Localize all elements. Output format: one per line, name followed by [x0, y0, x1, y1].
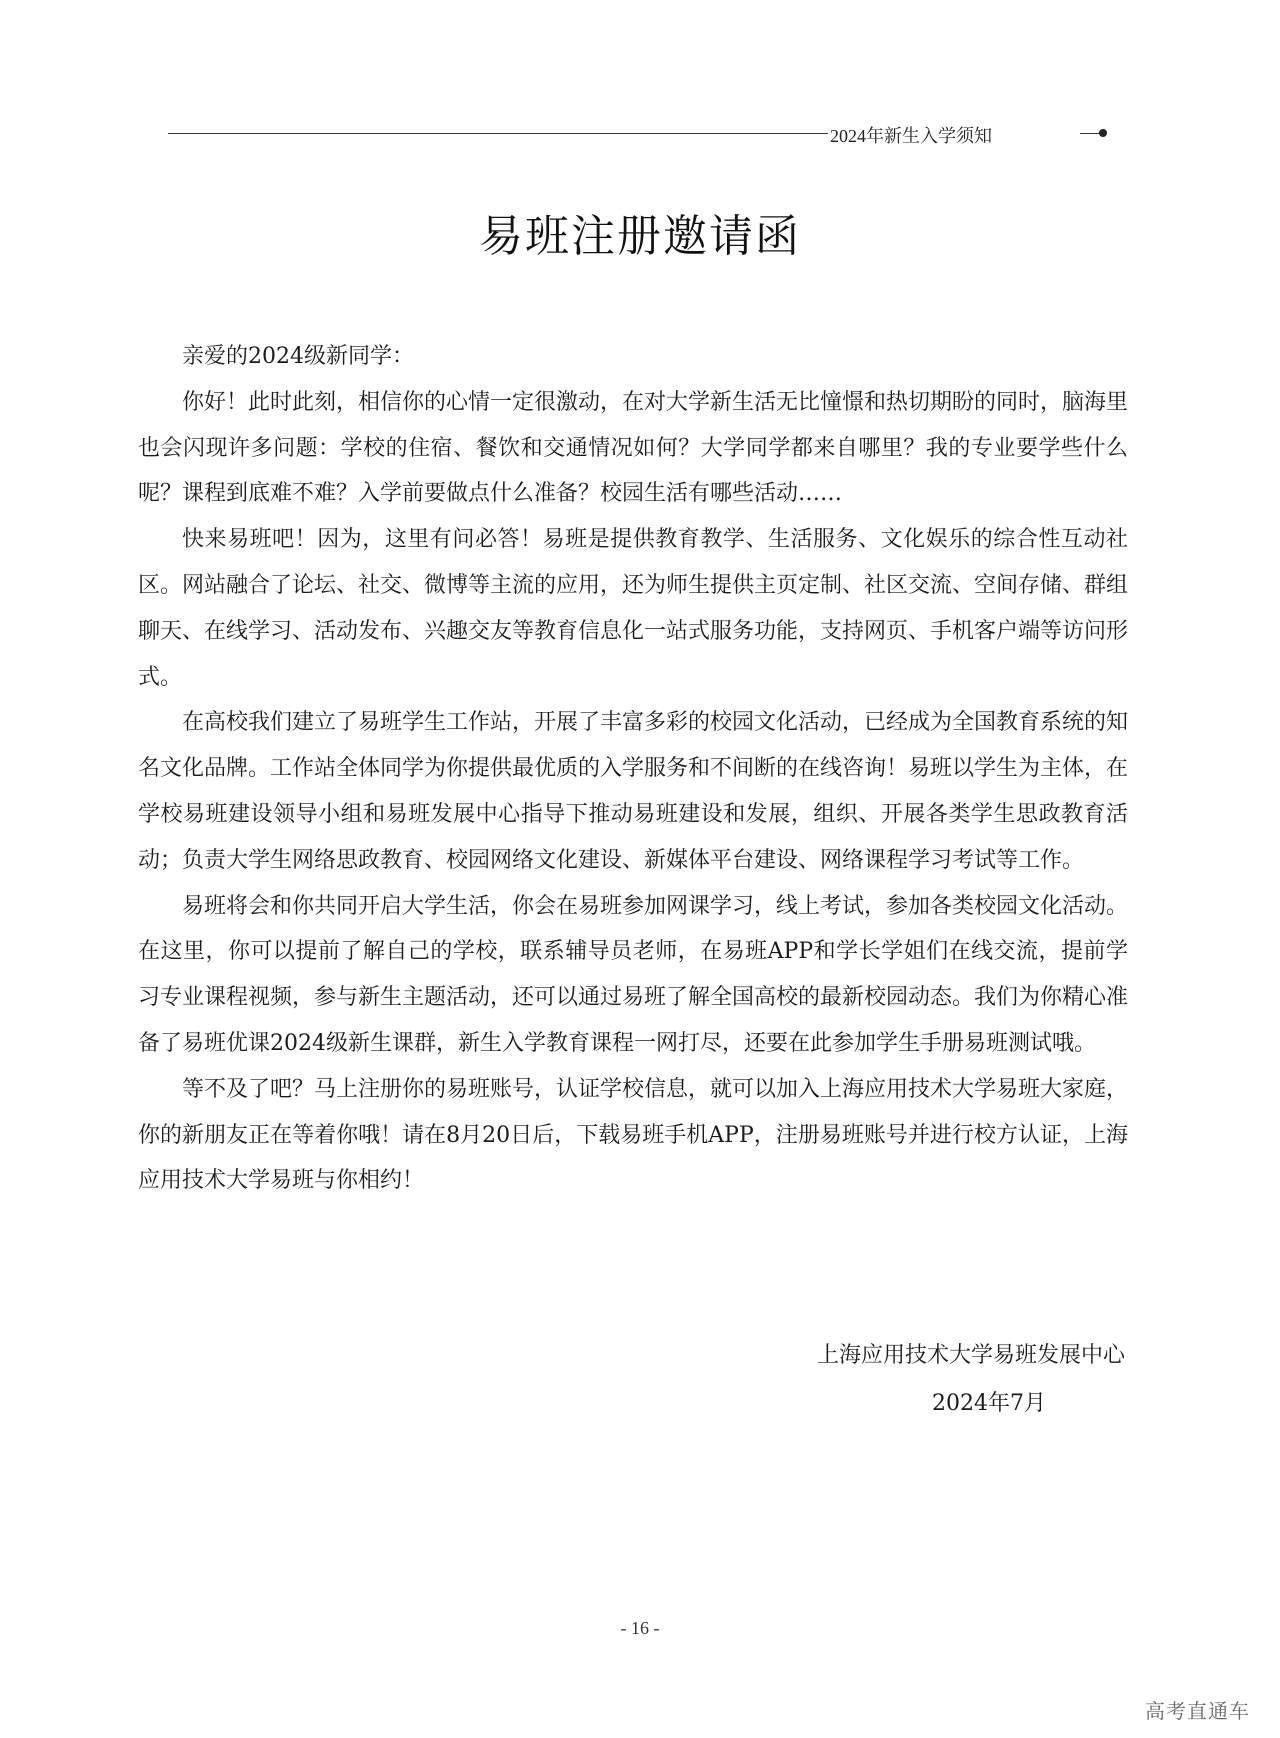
header-rule — [168, 133, 828, 134]
paragraph-2: 快来易班吧！因为，这里有问必答！易班是提供教育教学、生活服务、文化娱乐的综合性互动社区。网站融合了论坛、社交、微博等主流的应用，还为师生提供主页定制、社区交流、空间存储、群组聊天、在线学习、活动发布、兴趣交友等教育信息化一站式服务功能，支持网页、手机客户端等访问形式。 — [138, 527, 1129, 690]
salutation: 亲爱的2024级新同学： — [182, 344, 414, 369]
running-header: 2024年新生入学须知 — [830, 126, 992, 146]
header-tail-rule — [1080, 133, 1100, 134]
letter-date: 2024年7月 — [932, 1391, 1046, 1416]
paragraph-5: 等不及了吧？马上注册你的易班账号，认证学校信息，就可以加入上海应用技术大学易班大家庭，你的新朋友正在等着你哦！请在8月20日后，下载易班手机APP，注册易班账号并进行校方认证，上海应用技术大学易班与你相约！ — [138, 1076, 1129, 1194]
page-number: - 16 - — [620, 1618, 660, 1638]
header-dot-ornament — [1099, 129, 1107, 137]
paragraph-4: 易班将会和你共同开启大学生活，你会在易班参加网课学习，线上考试，参加各类校园文化活动。在这里，你可以提前了解自己的学校，联系辅导员老师，在易班APP和学长学姐们在线交流，提前学习专业课程视频，参与新生主题活动，还可以通过易班了解全国高校的最新校园动态。我们为你精心准备了易班优课2024级新生课群，新生入学教育课程一网打尽，还要在此参加学生手册易班测试哦。 — [138, 893, 1129, 1056]
letter-body — [138, 334, 1128, 1204]
paragraph-3: 在高校我们建立了易班学生工作站，开展了丰富多彩的校园文化活动，已经成为全国教育系统的知名文化品牌。工作站全体同学为你提供最优质的入学服务和不间断的在线咨询！易班以学生为主体，在学校易班建设领导小组和易班发展中心指导下推动易班建设和发展，组织、开展各类学生思政教育活动；负责大学生网络思政教育、校园网络文化建设、新媒体平台建设、网络课程学习考试等工作。 — [138, 710, 1129, 873]
watermark: 高考直通车 — [1145, 1699, 1250, 1723]
paragraph-1: 你好！此时此刻，相信你的心情一定很激动，在对大学新生活无比憧憬和热切期盼的同时，脑海里也会闪现许多问题：学校的住宿、餐饮和交通情况如何？大学同学都来自哪里？我的专业要学些什么呢？课程到底难不难？入学前要做点什么准备？校园生活有哪些活动…… — [138, 389, 1129, 507]
signature: 上海应用技术大学易班发展中心 — [816, 1343, 1125, 1368]
page-title: 易班注册邀请函 — [479, 211, 801, 262]
